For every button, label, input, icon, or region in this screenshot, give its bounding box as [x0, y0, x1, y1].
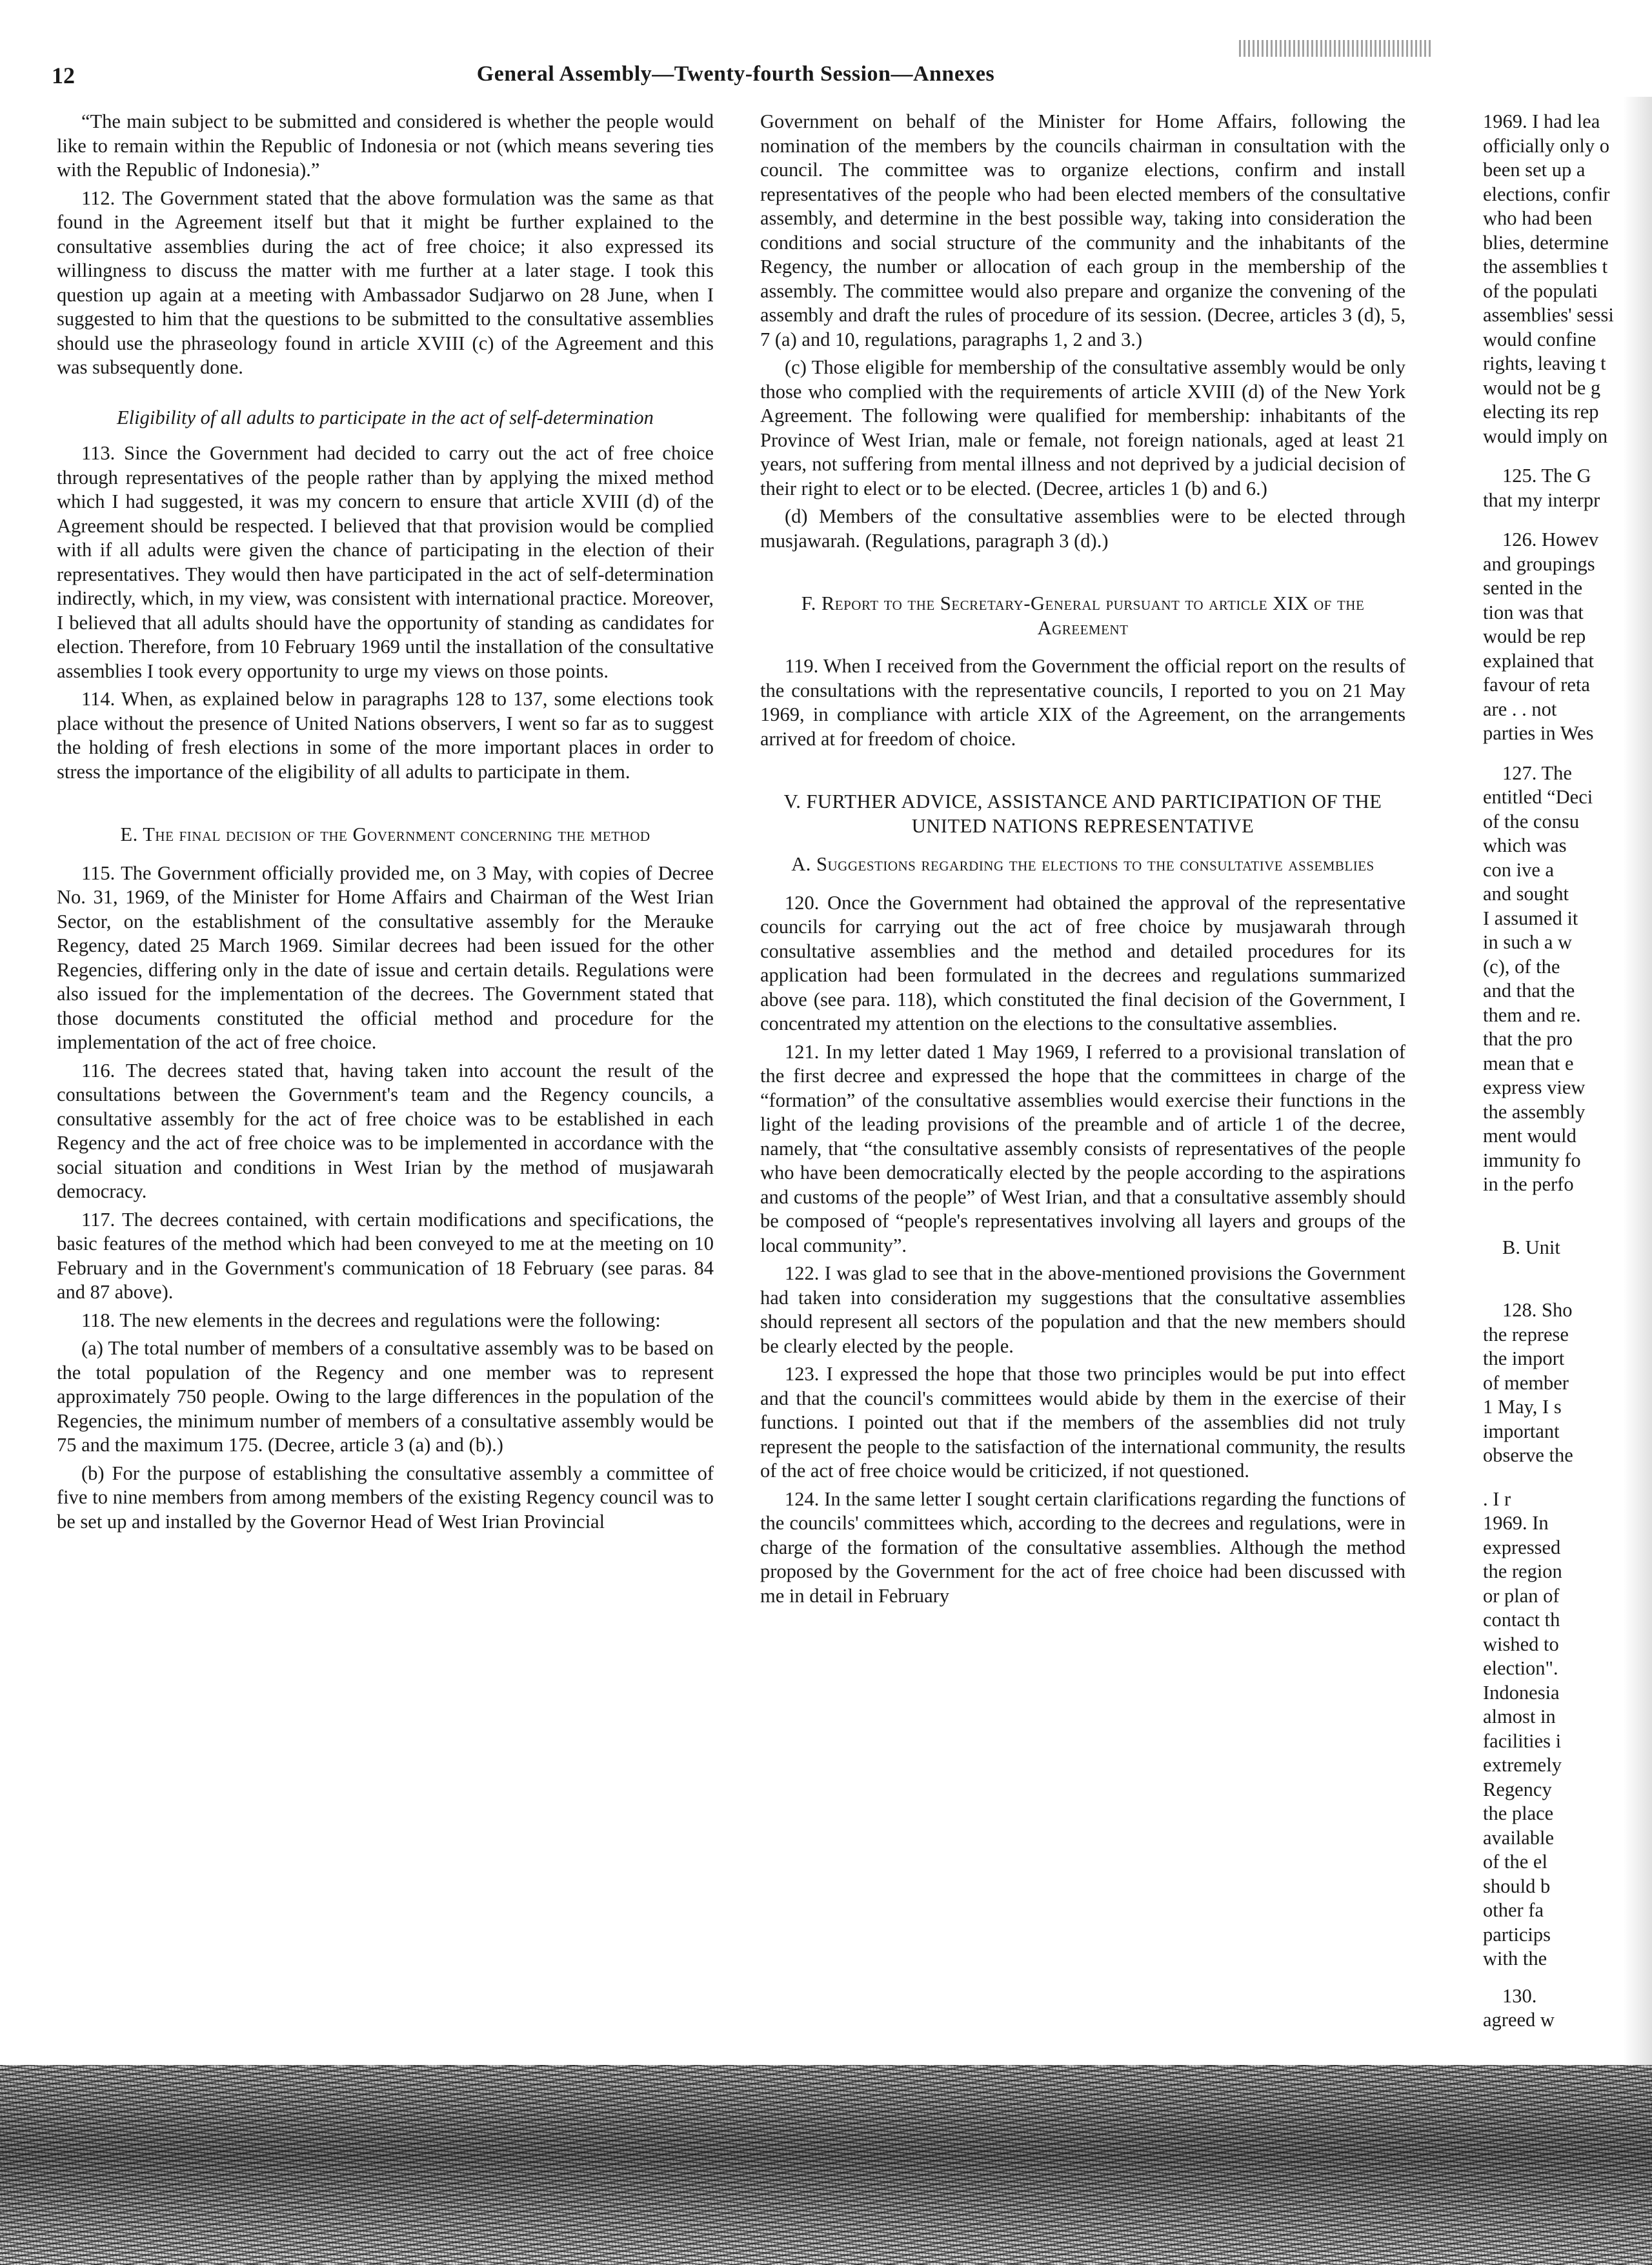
right-column-line: who had been — [1483, 207, 1593, 229]
right-column-line: or plan of — [1483, 1584, 1560, 1607]
right-column-line: almost in — [1483, 1706, 1556, 1727]
right-column-line: ment would — [1483, 1125, 1576, 1147]
section-heading-a: A. Suggestions regarding the elections to the consultative assemblies — [791, 853, 1375, 875]
right-column-line: 1 May, I s — [1483, 1396, 1562, 1418]
right-column-line: 127. The — [1502, 761, 1572, 784]
right-column-line: express view — [1483, 1076, 1586, 1098]
right-column-line: favour of reta — [1483, 674, 1590, 696]
paragraph-115: 115. The Government officially provided me, on 3 May, with copies of Decree No. 31, 1969, of the Minister for Home Affairs and Chairman of the West Irian Sector, on the establishment of the consultative assembly for the Merauke Regency, dated 25 March 1969. Similar decrees had been issued for the other Regencies, differing only in the date of issue and certain details. Regulations were also issued for the implementation of the decrees. The Government stated that those documents constituted the official method and procedure for the implementation of the act of free choice. — [57, 861, 714, 1053]
paragraph-113: 113. Since the Government had decided to carry out the act of free choice through representatives of the people rather than by applying the mixed method which I had suggested, it was my concern to ensure that article XVIII (d) of the Agreement should be respected. I believed that that provision would be complied with if all adults were given the chance of participating in the election of their representatives. They would then have participated in the act of self-determination indirectly, which, in my view, was consistent with international practice. Moreover, I believed that all adults should have the opportunity of standing as candidates for election. Therefore, from 10 February 1969 until the installation of the consultative assemblies I took every opportunity to urge my views on those points. — [57, 442, 714, 682]
right-column-line: tion was that — [1483, 601, 1584, 623]
right-column-line: the assemblies t — [1483, 256, 1608, 277]
paragraph-122: 122. I was glad to see that in the above-mentioned provisions the Government had taken into consideration my suggestions that the consultative assemblies should represent all sectors of the population and that the new members should be clearly elected by the people. — [760, 1262, 1405, 1357]
right-column-line: particips — [1483, 1923, 1551, 1946]
right-column-line: 1969. In — [1483, 1512, 1549, 1534]
right-column-line: available — [1483, 1826, 1555, 1849]
right-column-line: should b — [1483, 1875, 1551, 1897]
column-middle — [760, 110, 1405, 1612]
right-column-line: been set up a — [1483, 159, 1586, 181]
paragraph-118c: (c) Those eligible for membership of the consultative assembly would be only those who complied with the requirements of article XVIII (d) of the New York Agreement. The following were qualified for membership: inhabitants of the Province of West Irian, male or female, not foreign nationals, aged at least 21 years, not suffering from mental illness and not deprived by a judicial decision of their right to elect or to be elected. (Decree, articles 1 (b) and 6.) — [760, 356, 1405, 499]
right-column-line: . I r — [1483, 1487, 1511, 1510]
column-left — [57, 110, 714, 1538]
paragraph-124: 124. In the same letter I sought certain clarifications regarding the functions of the councils' committees which, according to the decrees and regulations, were in charge of the formation of the consultative assemblies. Although the method proposed by the Government for the act of free choice had been discussed with me in detail in February — [760, 1487, 1405, 1607]
right-column-line: entitled “Deci — [1483, 786, 1593, 808]
right-column-line: which was — [1483, 834, 1567, 856]
right-column-line: would be rep — [1483, 625, 1586, 647]
paragraph-118a: (a) The total number of members of a consultative assembly was to be based on the total population of the Regency and one member was to represent approximately 750 people. Owing to the large differences in the population of the Regencies, the minimum number of members of a consultative assembly would be 75 and the maximum 175. (Decree, article 3 (a) and (b).) — [57, 1337, 714, 1456]
right-column-line: them and re. — [1483, 1003, 1581, 1026]
right-column-line: assemblies' sessi — [1483, 304, 1614, 326]
right-column-line: election". — [1483, 1657, 1558, 1679]
right-column-line: important — [1483, 1420, 1560, 1442]
right-column-line: Regency — [1483, 1778, 1552, 1800]
right-column-line: with the — [1483, 1948, 1547, 1969]
column-right-cut-off — [1483, 110, 1652, 2033]
paragraph-quote: “The main subject to be submitted and considered is whether the people would like to remain within the Republic of Indonesia or not (which means severing ties with the Republic of Indonesia).” — [57, 110, 714, 181]
paragraph-120: 120. Once the Government had obtained the approval of the representative councils for carrying out the act of free choice by musjawarah through consultative assemblies and the method and detailed procedures for its application had been formulated in the decrees and regulations summarized above (see para. 118), which constituted the final decision of the Government, I concentrated my attention on the elections to the consultative assemblies. — [760, 891, 1405, 1034]
paragraph-123: 123. I expressed the hope that those two principles would be put into effect and that the council's committees would abide by them in the exercise of their functions. I pointed out that if the members of the assemblies did not truly represent the people to the satisfaction of the international community, the results of the act of free choice would be criticized, if not questioned. — [760, 1363, 1405, 1482]
right-column-line: extremely — [1483, 1754, 1562, 1776]
right-column-line: sented in the — [1483, 577, 1583, 599]
page-header — [52, 62, 1420, 94]
chapter-heading-v: V. FURTHER ADVICE, ASSISTANCE AND PARTICIPATION OF THE UNITED NATIONS REPRESENTATIVE — [783, 790, 1382, 837]
right-column-line: 1969. I had lea — [1483, 110, 1600, 132]
paragraph-118b-continued: Government on behalf of the Minister for Home Affairs, following the nomination of the members by the councils chairman in consultation with the council. The committee was to organize elections, confirm and install representatives of the people who had been elected members of the consultative assembly, and determine in the best possible way, taking into consideration the conditions and social structure of the community and the inhabitants of the Regency, the number or allocation of each group in the membership of the assembly. The committee would also prepare and organize the convening of the assembly and draft the rules of procedure of its session. (Decree, articles 3 (d), 5, 7 (a) and 10, regulations, paragraphs 1, 2 and 3.) — [760, 110, 1405, 350]
right-column-line: officially only o — [1483, 134, 1609, 157]
right-column-line: and groupings — [1483, 552, 1595, 575]
right-column-line: would imply on — [1483, 425, 1608, 447]
section-heading-f: F. Report to the Secretary-General pursuant to article XIX of the Agreement — [801, 592, 1365, 639]
right-column-line: expressed — [1483, 1536, 1561, 1558]
right-column-line: the assembly — [1483, 1100, 1586, 1123]
right-column-line: of the el — [1483, 1851, 1547, 1873]
right-column-line: of the populati — [1483, 279, 1598, 302]
right-column-line: 125. The G — [1502, 465, 1591, 487]
paragraph-118d: (d) Members of the consultative assemblies were to be elected through musjawarah. (Regulations, paragraph 3 (d).) — [760, 505, 1405, 552]
right-column-line: elections, confir — [1483, 183, 1610, 205]
right-column-line: con ive a — [1483, 858, 1555, 881]
right-column-line: 130. — [1502, 1984, 1537, 2007]
right-column-line: electing its rep — [1483, 401, 1599, 423]
right-column-line: the region — [1483, 1560, 1562, 1582]
right-column-line: observe the — [1483, 1444, 1573, 1466]
running-title: General Assembly—Twenty-fourth Session—Annexes — [476, 62, 995, 86]
right-column-line: Indonesia — [1483, 1681, 1560, 1704]
paragraph-121: 121. In my letter dated 1 May 1969, I referred to a provisional translation of the first decree and expressed the hope that the committees in charge of the “formation” of the consultative assemblies would exercise their functions in the light of the leading provisions of the preamble and of article 1 of the decree, namely, that “the consultative assembly consists of representatives of the people who have been democratically elected by the people according to the aspirations and customs of the people” of West Irian, and that a consultative assembly should be composed of “people's representatives involving all layers and groups of the local community”. — [760, 1040, 1405, 1256]
section-heading-e: E. The final decision of the Government concerning the method — [120, 823, 650, 845]
scan-smudge — [1239, 40, 1433, 57]
right-column-line: that the pro — [1483, 1028, 1573, 1050]
subheading-eligibility: Eligibility of all adults to participate in the act of self-determination — [117, 406, 654, 428]
right-column-line: of member — [1483, 1371, 1569, 1394]
right-column-line: mean that e — [1483, 1052, 1574, 1074]
right-column-line: in such a w — [1483, 931, 1573, 953]
right-column-line: would not be g — [1483, 376, 1601, 399]
right-column-line: the import — [1483, 1347, 1565, 1369]
paragraph-118b: (b) For the purpose of establishing the consultative assembly a committee of five to nine members from among members of the existing Regency council was to be set up and installed by the Governor Head of West Irian Provincial — [57, 1462, 714, 1533]
right-column-line: wished to — [1483, 1633, 1559, 1655]
right-column-line: and sought — [1483, 883, 1569, 905]
right-column-line: contact th — [1483, 1609, 1560, 1631]
right-column-line: 126. Howev — [1502, 528, 1599, 550]
right-column-line: that my interpr — [1483, 488, 1600, 511]
paragraph-119: 119. When I received from the Government the official report on the results of the consultations with the representative councils, I reported to you on 21 May 1969, in compliance with article XIX of the Agreement, on the arrangements arrived at for freedom of choice. — [760, 655, 1405, 750]
right-column-line: immunity fo — [1483, 1149, 1581, 1171]
right-column-line: the represe — [1483, 1323, 1569, 1345]
right-column-line: (c), of the — [1483, 955, 1560, 978]
right-column-line: in the perfo — [1483, 1173, 1574, 1195]
scan-noise-band — [0, 2065, 1652, 2265]
right-column-line: parties in Wes — [1483, 722, 1594, 744]
right-column-line: explained that — [1483, 649, 1594, 672]
paragraph-117: 117. The decrees contained, with certain modifications and specifications, the basic features of the method which had been conveyed to me at the meeting on 10 February and in the Government's communication of 18 February (see paras. 84 and 87 above). — [57, 1208, 714, 1303]
right-column-line: blies, determine — [1483, 231, 1609, 254]
right-column-line: of the consu — [1483, 810, 1580, 832]
right-column-line: agreed w — [1483, 2009, 1555, 2031]
right-column-line: I assumed it — [1483, 907, 1578, 929]
paragraph-118: 118. The new elements in the decrees and regulations were the following: — [81, 1309, 661, 1331]
right-column-line: B. Unit — [1502, 1236, 1560, 1258]
right-column-line: 128. Sho — [1502, 1299, 1573, 1321]
right-column-line: facilities i — [1483, 1729, 1562, 1752]
right-column-line: and that the — [1483, 980, 1575, 1002]
page-number: 12 — [52, 63, 75, 88]
right-column-line: the place — [1483, 1802, 1554, 1824]
right-column-line: rights, leaving t — [1483, 352, 1606, 374]
paragraph-112: 112. The Government stated that the above formulation was the same as that found in the Agreement itself but that it might be further explained to the consultative assemblies during the act of free choice; it also expressed its willingness to discuss the matter with me further at a later stage. I took this question up again at a meeting with Ambassador Sudjarwo on 28 June, when I suggested to him that the questions to be submitted to the consultative assemblies should use the phraseology found in article XVIII (c) of the Agreement and this was subsequently done. — [57, 186, 714, 378]
paragraph-114: 114. When, as explained below in paragraphs 128 to 137, some elections took place without the presence of United Nations observers, I went so far as to suggest the holding of fresh elections in some of the more important places in order to stress the importance of the eligibility of all adults to participate in them. — [57, 688, 714, 783]
right-column-line: would confine — [1483, 328, 1597, 350]
right-column-line: other fa — [1483, 1899, 1544, 1921]
right-column-line: are . . not — [1483, 698, 1557, 720]
paragraph-116: 116. The decrees stated that, having taken into account the result of the consultations between the Government's team and the Regency councils, a consultative assembly for the act of free choice was to be established in each Regency and the act of free choice was to be implemented in accordance with the social situation and conditions in West Irian by the method of musjawarah democracy. — [57, 1059, 714, 1202]
